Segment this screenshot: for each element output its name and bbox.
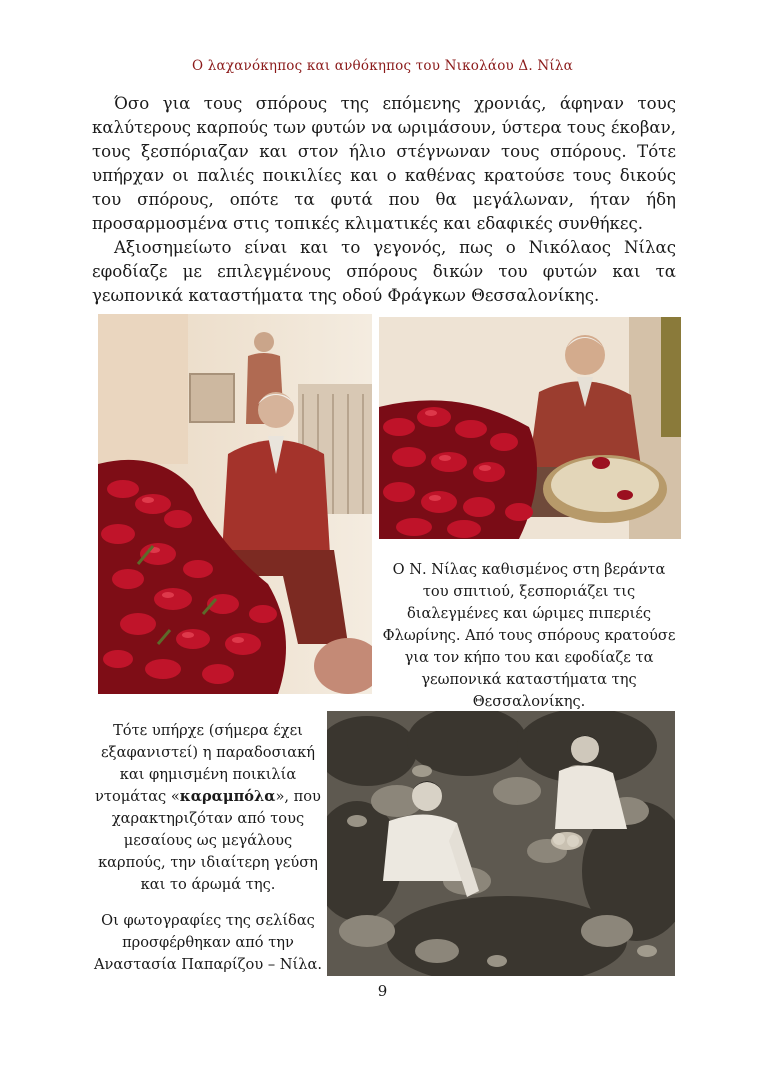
karampola-text-after: », που χαρακτηριζόταν από τους μεσαίους ως μεγάλους καρπούς, την ιδιαίτερη γεύση και το άρωμά της. <box>98 788 321 893</box>
photo-seated-with-peppers <box>98 314 372 694</box>
paragraph-supply: Αξιοσημείωτο είναι και το γεγονός, πως ο Νικόλαος Νίλας εφοδίαζε με επιλεγμένους σπόρους δικών του φυτών και τα γεωπονικά καταστήματα της οδού Φράγκων Θεσσαλονίκης. <box>92 238 676 305</box>
page-number: 9 <box>377 982 388 1000</box>
photo-credits: Οι φωτογραφίες της σελίδας προσφέρθηκαν από την Αναστασία Παπαρίζου – Νίλα. <box>93 912 323 973</box>
karampola-paragraph <box>92 720 324 896</box>
photo-deseeding-peppers <box>379 317 681 539</box>
running-header: Ο λαχανόκηπος και ανθόκηπος του Νικολάου Δ. Νίλα <box>192 58 573 74</box>
body-text <box>92 92 676 308</box>
karampola-text-before: Τότε υπήρχε (σήμερα έχει εξαφανιστεί) η παραδοσιακή και φημισμένη ποικιλία ντομάτας « <box>95 722 315 805</box>
side-text <box>92 720 324 976</box>
paragraph-seeds: Όσο για τους σπόρους της επόμενης χρονιάς, άφηναν τους καλύτερους καρπούς των φυτών να ωριμάσουν, ύστερα τους έκοβαν, τους ξεσπόριαζαν και στον ήλιο στέγνωναν τους σπόρους. Τότε υπήρχαν οι παλιές ποικιλίες και ο καθένας κρατούσε τους δικούς του σπόρους, οπότε τα φυτά που θα μεγάλωναν, ήταν ήδη προσαρμοσμένα στις τοπικές κλιματικές και εδαφικές συνθήκες. <box>92 94 676 233</box>
photo-caption-peppers: Ο Ν. Νίλας καθισμένος στη βεράντα του σπιτιού, ξεσποριάζει τις διαλεγμένες και ώριμες πιπεριές Φλωρίνης. Από τους σπόρους κρατούσε για τον κήπο του και εφοδίαζε τα γεωπονικά καταστήματα της Θεσσαλονίκης. <box>382 561 676 710</box>
karampola-variety-name: καραμπόλα <box>179 788 276 805</box>
photo-tomato-garden <box>327 711 675 976</box>
